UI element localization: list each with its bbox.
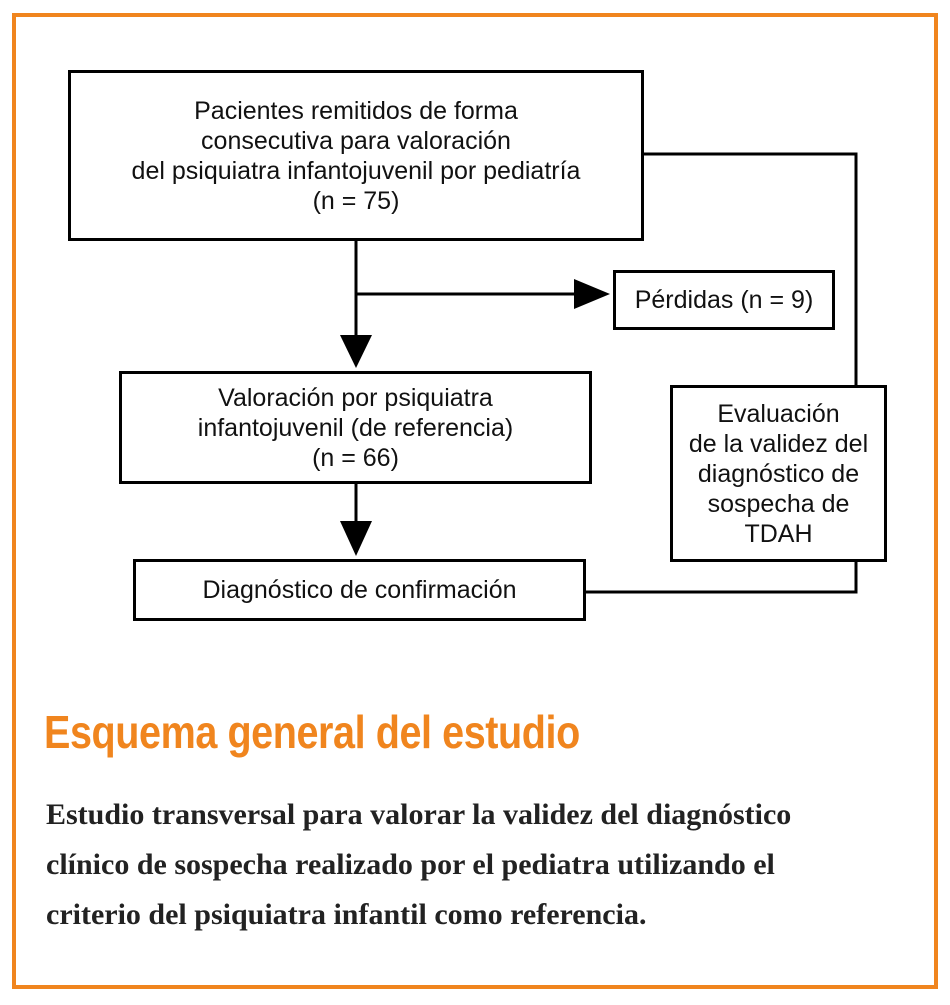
box-valoracion-psiquiatra bbox=[119, 371, 592, 484]
box-pacientes-remitidos bbox=[68, 70, 644, 241]
valoracion-line-3: (n = 66) bbox=[312, 443, 399, 472]
caption-title: Esquema general del estudio bbox=[44, 706, 580, 758]
valoracion-line-1: Valoración por psiquiatra bbox=[218, 383, 493, 412]
description-line-2: clínico de sospecha realizado por el pediatra utilizando el bbox=[46, 848, 775, 881]
perdidas-label: Pérdidas (n = 9) bbox=[634, 286, 814, 314]
pacientes-line-4: (n = 75) bbox=[312, 186, 400, 215]
diagnostico-label: Diagnóstico de confirmación bbox=[202, 576, 517, 604]
description-line-1: Estudio transversal para valorar la validez del diagnóstico bbox=[46, 798, 792, 831]
box-diagnostico-confirmacion bbox=[133, 559, 586, 621]
pacientes-line-3: del psiquiatra infantojuvenil por pediatría bbox=[131, 156, 581, 185]
box-perdidas bbox=[613, 270, 835, 330]
evaluacion-line-3: diagnóstico de bbox=[697, 459, 860, 488]
description-line-3: criterio del psiquiatra infantil como referencia. bbox=[46, 898, 647, 931]
evaluacion-line-2: de la validez del bbox=[688, 429, 869, 458]
box-evaluacion-validez bbox=[670, 385, 887, 562]
valoracion-line-2: infantojuvenil (de referencia) bbox=[197, 413, 514, 442]
pacientes-line-2: consecutiva para valoración bbox=[201, 126, 511, 155]
evaluacion-line-4: sospecha de bbox=[707, 489, 850, 518]
caption-description bbox=[46, 790, 906, 940]
pacientes-line-1: Pacientes remitidos de forma bbox=[194, 96, 518, 125]
evaluacion-line-5: TDAH bbox=[744, 519, 813, 548]
evaluacion-line-1: Evaluación bbox=[717, 399, 840, 428]
